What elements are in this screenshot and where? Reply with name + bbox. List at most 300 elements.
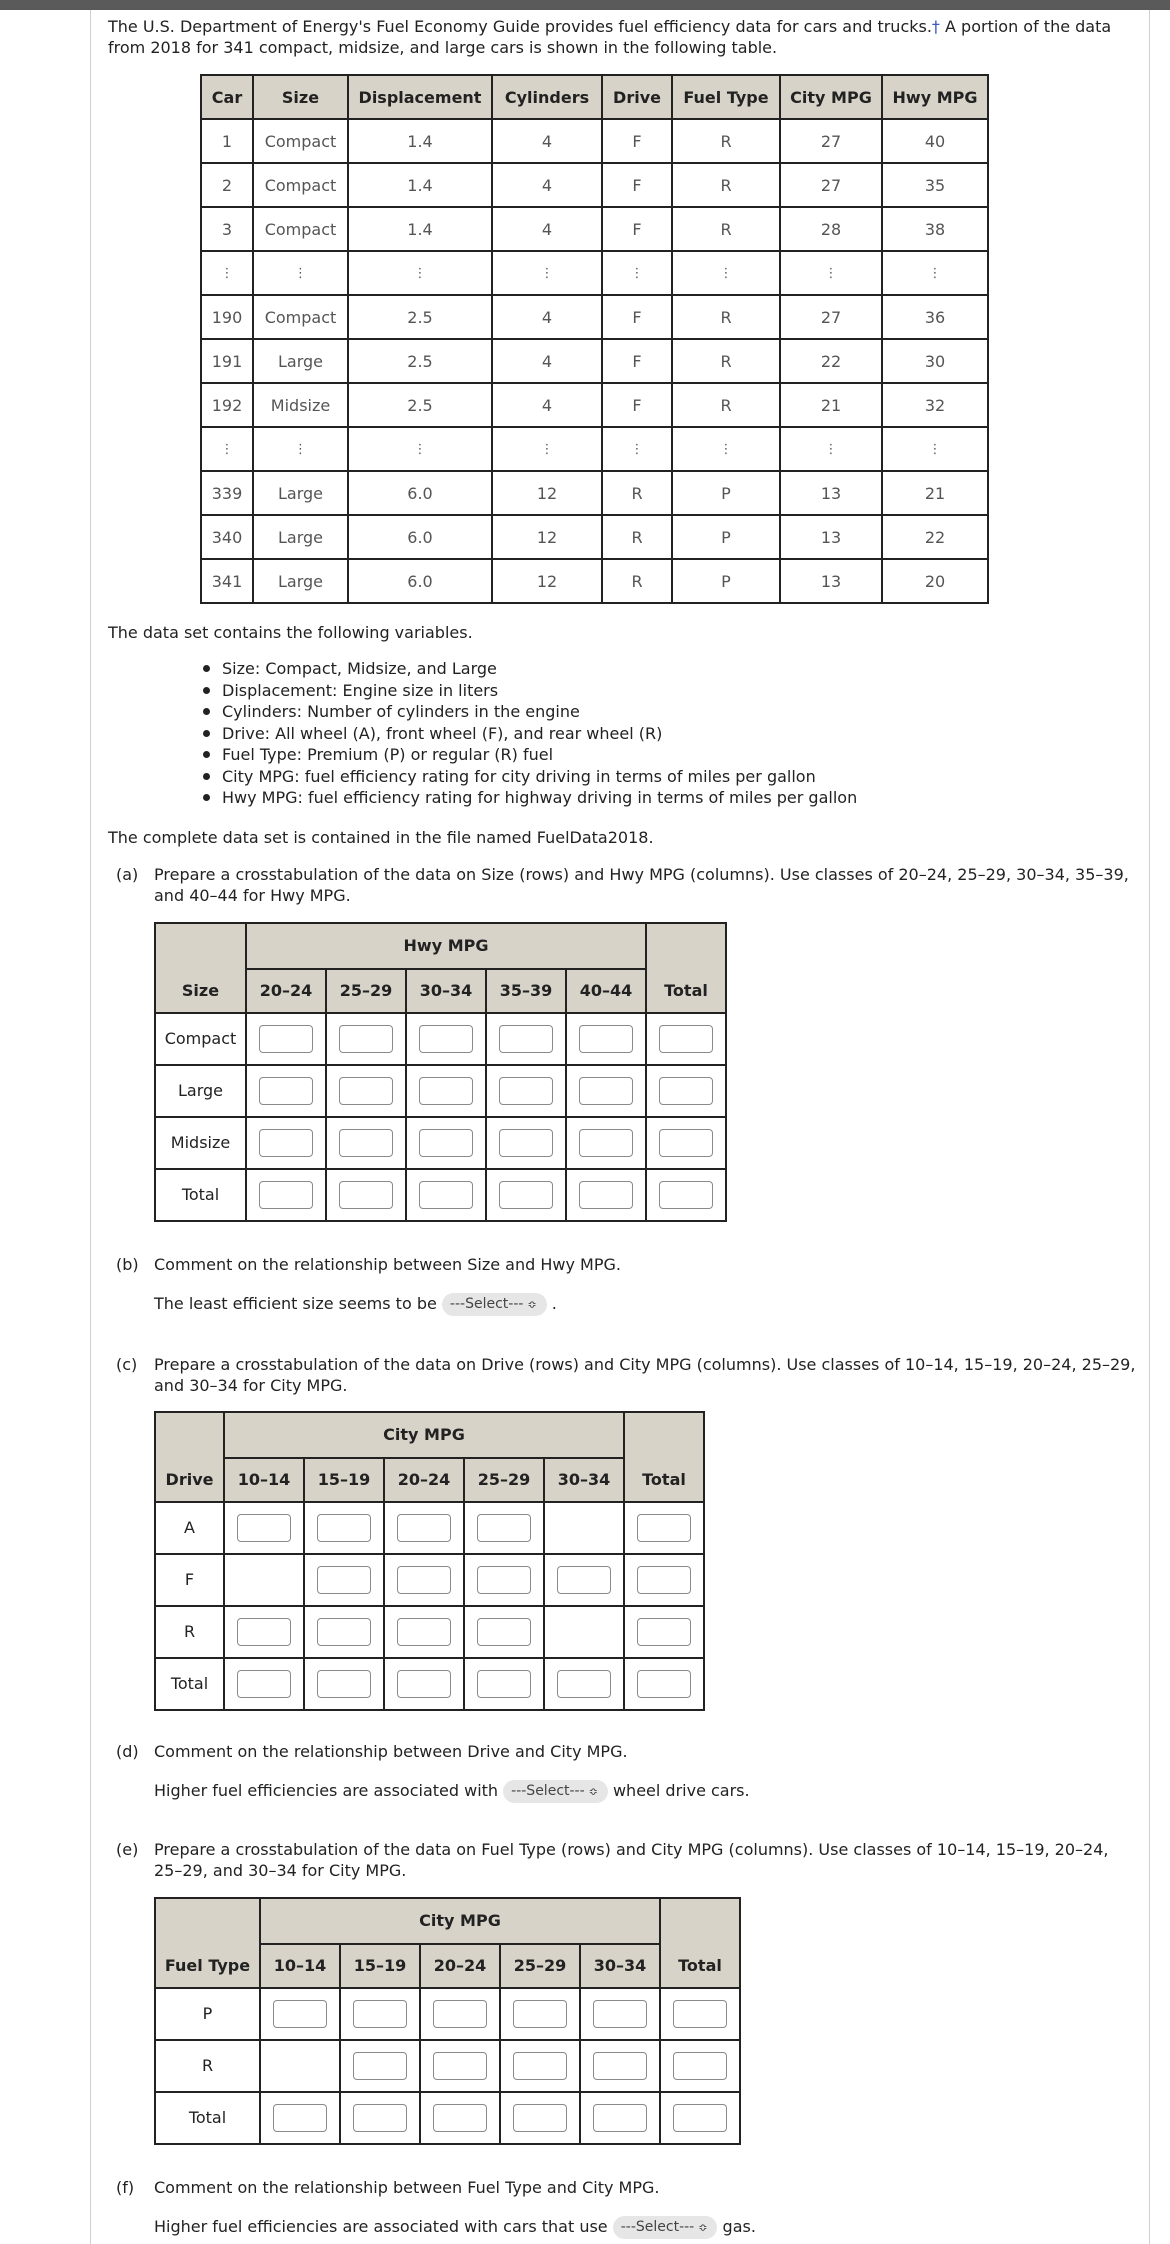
table-cell: 4 (492, 295, 602, 339)
table-cell: 12 (492, 471, 602, 515)
updown-chevron-icon: ≎ (527, 1297, 537, 1311)
crosstab-row (155, 2040, 740, 2092)
crosstab-cell (646, 1013, 726, 1065)
part-c (108, 1354, 1138, 1396)
crosstab-row-label: F (155, 1554, 224, 1606)
header-size: Size (253, 75, 348, 119)
crosstab-row (155, 2092, 740, 2144)
crosstab-cell (580, 1988, 660, 2040)
answer-input[interactable] (397, 1514, 451, 1542)
part-b (108, 1254, 1138, 1275)
table-cell: Large (253, 559, 348, 603)
crosstab-row-label: Compact (155, 1013, 246, 1065)
crosstab-cell (420, 2092, 500, 2144)
table-cell: 22 (780, 339, 882, 383)
answer-input[interactable] (637, 1618, 691, 1646)
crosstab-cell (406, 1117, 486, 1169)
crosstab-cell (544, 1658, 624, 1710)
answer-input[interactable] (419, 1077, 473, 1105)
size-select[interactable] (442, 1293, 547, 1316)
crosstab-column-header: 35–39 (486, 969, 566, 1013)
crosstab-row-label: A (155, 1502, 224, 1554)
answer-input[interactable] (593, 2000, 647, 2028)
table-cell: ⋮ (672, 427, 780, 471)
crosstab-cell (464, 1554, 544, 1606)
part-f-answer (154, 2216, 1138, 2239)
table-cell: ⋮ (672, 251, 780, 295)
crosstab-cell (384, 1658, 464, 1710)
fuel-data-table (200, 74, 989, 604)
crosstab-total-header: Total (624, 1412, 704, 1502)
table-cell: ⋮ (253, 251, 348, 295)
crosstab-group-header: City MPG (260, 1898, 660, 1944)
crosstab-cell (246, 1013, 326, 1065)
table-row (201, 207, 988, 251)
table-cell: 4 (492, 383, 602, 427)
intro-paragraph (108, 16, 1136, 58)
crosstab-cell (340, 1988, 420, 2040)
table-cell: R (672, 207, 780, 251)
answer-input[interactable] (433, 2000, 487, 2028)
crosstab-cell (566, 1065, 646, 1117)
answer-input[interactable] (637, 1514, 691, 1542)
crosstab-total-header: Total (660, 1898, 740, 1988)
intro-text: The U.S. Department of Energy's Fuel Economy Guide provides fuel efficiency data for cars and trucks. (108, 17, 932, 36)
part-e-label: (e) (116, 1839, 139, 1859)
table-cell: R (672, 383, 780, 427)
answer-input[interactable] (419, 1129, 473, 1157)
crosstab-column-header: 30–34 (406, 969, 486, 1013)
table-row (201, 383, 988, 427)
table-cell: Large (253, 515, 348, 559)
crosstab-column-header: 15–19 (340, 1944, 420, 1988)
crosstab-cell (260, 1988, 340, 2040)
crosstab-row-label: Large (155, 1065, 246, 1117)
answer-input[interactable] (273, 2000, 327, 2028)
answer-input[interactable] (637, 1670, 691, 1698)
crosstab-cell (384, 1502, 464, 1554)
table-cell: 2.5 (348, 295, 492, 339)
answer-input[interactable] (477, 1670, 531, 1698)
crosstab-column-header: 20–24 (384, 1458, 464, 1502)
header-cylinders: Cylinders (492, 75, 602, 119)
crosstab-cell (326, 1117, 406, 1169)
crosstab-cell (544, 1554, 624, 1606)
crosstab-cell (326, 1013, 406, 1065)
crosstab-row-label: Total (155, 1169, 246, 1221)
part-b-answer (154, 1293, 1138, 1316)
table-cell: ⋮ (348, 427, 492, 471)
header-hwy-mpg: Hwy MPG (882, 75, 988, 119)
crosstab-cell (260, 2092, 340, 2144)
answer-input[interactable] (339, 1025, 393, 1053)
crosstab-cell (646, 1065, 726, 1117)
answer-input[interactable] (259, 1077, 313, 1105)
crosstab-cell (544, 1606, 624, 1658)
crosstab-row-label: R (155, 1606, 224, 1658)
crosstab-cell (624, 1658, 704, 1710)
table-cell: 1 (201, 119, 253, 163)
table-cell: F (602, 163, 672, 207)
table-cell: 4 (492, 119, 602, 163)
table-row (201, 163, 988, 207)
answer-input[interactable] (673, 2104, 727, 2132)
variable-item: Drive: All wheel (A), front wheel (F), and rear wheel (R) (222, 723, 1138, 745)
crosstab-cell (624, 1554, 704, 1606)
part-d-answer (154, 1780, 1138, 1803)
answer-input[interactable] (659, 1129, 713, 1157)
crosstab-row-header: Fuel Type (155, 1898, 260, 1988)
table-row (201, 339, 988, 383)
answer-input[interactable] (433, 2104, 487, 2132)
crosstab-column-header: 25–29 (464, 1458, 544, 1502)
table-cell: R (672, 163, 780, 207)
answer-input[interactable] (579, 1025, 633, 1053)
table-cell: 30 (882, 339, 988, 383)
answer-input[interactable] (579, 1077, 633, 1105)
table-cell: 3 (201, 207, 253, 251)
answer-input[interactable] (259, 1129, 313, 1157)
answer-input[interactable] (593, 2052, 647, 2080)
crosstab-cell (304, 1554, 384, 1606)
answer-input[interactable] (397, 1618, 451, 1646)
table-cell: Compact (253, 295, 348, 339)
answer-input[interactable] (259, 1181, 313, 1209)
part-f-label: (f) (116, 2177, 135, 2197)
table-cell: ⋮ (201, 251, 253, 295)
intro-text-2: A portion of the data from 2018 for 341 compact, midsize, and large cars is shown in the following table. (108, 17, 1112, 57)
crosstab-row-label: Midsize (155, 1117, 246, 1169)
part-e-text: Prepare a crosstabulation of the data on Fuel Type (rows) and City MPG (columns). Use classes of 10–14, 15–19, 20–24, 25–29, and 30–34 for City MPG. (154, 1839, 1109, 1880)
answer-input[interactable] (593, 2104, 647, 2132)
crosstab-row (155, 1169, 726, 1221)
part-b-label: (b) (116, 1254, 139, 1274)
answer-input[interactable] (339, 1077, 393, 1105)
answer-input[interactable] (499, 1025, 553, 1053)
answer-input[interactable] (673, 2000, 727, 2028)
header-displacement: Displacement (348, 75, 492, 119)
answer-input[interactable] (317, 1670, 371, 1698)
crosstab-group-header: City MPG (224, 1412, 624, 1458)
crosstab-cell (580, 2092, 660, 2144)
table-cell: P (672, 559, 780, 603)
answer-input[interactable] (237, 1514, 291, 1542)
table-cell: 4 (492, 163, 602, 207)
crosstab-cell (340, 2092, 420, 2144)
crosstab-cell (624, 1502, 704, 1554)
answer-input[interactable] (557, 1566, 611, 1594)
part-a-text: Prepare a crosstabulation of the data on Size (rows) and Hwy MPG (columns). Use classes of 20–24, 25–29, 30–34, 35–39, and 40–44 for Hwy MPG. (154, 864, 1129, 905)
answer-input[interactable] (659, 1025, 713, 1053)
crosstab-fuel-city (154, 1897, 741, 2145)
table-cell: ⋮ (201, 427, 253, 471)
part-b-text: Comment on the relationship between Size and Hwy MPG. (154, 1254, 621, 1274)
crosstab-group-header-row (155, 1898, 740, 1944)
crosstab-cell (624, 1606, 704, 1658)
crosstab-column-header: 30–34 (544, 1458, 624, 1502)
table-cell: ⋮ (780, 251, 882, 295)
answer-input[interactable] (353, 2000, 407, 2028)
table-cell: 35 (882, 163, 988, 207)
table-cell: ⋮ (492, 251, 602, 295)
answer-input[interactable] (339, 1129, 393, 1157)
crosstab-cell (500, 1988, 580, 2040)
table-cell: Compact (253, 163, 348, 207)
answer-input[interactable] (499, 1129, 553, 1157)
crosstab-cell (406, 1065, 486, 1117)
table-row (201, 119, 988, 163)
crosstab-cell (406, 1013, 486, 1065)
part-f-sentence: Higher fuel efficiencies are associated with cars that use (154, 2216, 608, 2236)
crosstab-row-header: Drive (155, 1412, 224, 1502)
table-row (201, 559, 988, 603)
answer-input[interactable] (513, 2000, 567, 2028)
crosstab-cell (384, 1606, 464, 1658)
table-cell: 6.0 (348, 559, 492, 603)
part-b-sentence-end: . (551, 1293, 557, 1313)
answer-input[interactable] (513, 2104, 567, 2132)
part-e (108, 1839, 1138, 1881)
table-cell: 36 (882, 295, 988, 339)
crosstab-column-header: 10–14 (224, 1458, 304, 1502)
answer-input[interactable] (317, 1514, 371, 1542)
table-cell: 4 (492, 339, 602, 383)
updown-chevron-icon: ≎ (588, 1784, 598, 1798)
table-cell: ⋮ (492, 427, 602, 471)
size-select-value: ---Select--- (449, 1295, 524, 1312)
fuel-select[interactable] (613, 2216, 718, 2239)
crosstab-cell (464, 1606, 544, 1658)
part-c-label: (c) (116, 1354, 138, 1374)
top-bar (0, 0, 1170, 10)
variables-intro: The data set contains the following variables. (108, 623, 473, 642)
table-cell: 2 (201, 163, 253, 207)
table-cell: ⋮ (253, 427, 348, 471)
crosstab-cell (224, 1554, 304, 1606)
crosstab-row (155, 1117, 726, 1169)
crosstab-cell (486, 1013, 566, 1065)
crosstab-row (155, 1554, 704, 1606)
crosstab-cell (486, 1065, 566, 1117)
answer-input[interactable] (499, 1077, 553, 1105)
part-d-sentence: Higher fuel efficiencies are associated with (154, 1780, 499, 1800)
variable-item: Hwy MPG: fuel efficiency rating for highway driving in terms of miles per gallon (222, 787, 1138, 809)
crosstab-cell (486, 1169, 566, 1221)
answer-input[interactable] (237, 1670, 291, 1698)
table-cell: 27 (780, 295, 882, 339)
answer-input[interactable] (317, 1618, 371, 1646)
crosstab-column-header: 40–44 (566, 969, 646, 1013)
answer-input[interactable] (433, 2052, 487, 2080)
table-cell: R (672, 295, 780, 339)
table-cell: ⋮ (780, 427, 882, 471)
table-cell: 6.0 (348, 471, 492, 515)
crosstab-cell (304, 1502, 384, 1554)
answer-input[interactable] (353, 2104, 407, 2132)
crosstab-cell (384, 1554, 464, 1606)
answer-input[interactable] (353, 2052, 407, 2080)
crosstab-column-header: 25–29 (500, 1944, 580, 1988)
answer-input[interactable] (317, 1566, 371, 1594)
question-content (108, 16, 1138, 2239)
table-cell: Large (253, 339, 348, 383)
table-cell: 2.5 (348, 339, 492, 383)
header-city-mpg: City MPG (780, 75, 882, 119)
crosstab-cell (326, 1065, 406, 1117)
table-cell: 27 (780, 119, 882, 163)
part-f-sentence-end: gas. (722, 2216, 756, 2236)
crosstab-cell (660, 2092, 740, 2144)
crosstab-cell (646, 1169, 726, 1221)
crosstab-cell (646, 1117, 726, 1169)
table-row (201, 427, 988, 471)
table-cell: 6.0 (348, 515, 492, 559)
answer-input[interactable] (579, 1129, 633, 1157)
crosstab-row (155, 1502, 704, 1554)
table-cell: R (602, 471, 672, 515)
crosstab-cell (566, 1013, 646, 1065)
table-cell: Compact (253, 207, 348, 251)
crosstab-row-label: Total (155, 1658, 224, 1710)
table-cell: F (602, 207, 672, 251)
crosstab-column-header: 20–24 (420, 1944, 500, 1988)
crosstab-cell (304, 1658, 384, 1710)
crosstab-cell (420, 1988, 500, 2040)
table-cell: 20 (882, 559, 988, 603)
table-cell: 22 (882, 515, 988, 559)
table-cell: 190 (201, 295, 253, 339)
part-d-sentence-end: wheel drive cars. (612, 1780, 750, 1800)
table-body (201, 119, 988, 603)
crosstab-cell (486, 1117, 566, 1169)
crosstab-cell (326, 1169, 406, 1221)
table-cell: 27 (780, 163, 882, 207)
table-cell: 13 (780, 471, 882, 515)
header-drive: Drive (602, 75, 672, 119)
drive-select[interactable] (503, 1780, 608, 1803)
crosstab-cell (566, 1117, 646, 1169)
crosstab-cell (660, 2040, 740, 2092)
part-a (108, 864, 1138, 906)
crosstab-row (155, 1606, 704, 1658)
table-header-row (201, 75, 988, 119)
table-cell: 191 (201, 339, 253, 383)
answer-input[interactable] (419, 1025, 473, 1053)
header-car: Car (201, 75, 253, 119)
crosstab-cell (340, 2040, 420, 2092)
table-cell: ⋮ (602, 251, 672, 295)
table-cell: 21 (882, 471, 988, 515)
table-cell: 38 (882, 207, 988, 251)
part-a-label: (a) (116, 864, 139, 884)
crosstab-column-header: 30–34 (580, 1944, 660, 1988)
answer-input[interactable] (659, 1181, 713, 1209)
crosstab-cell (544, 1502, 624, 1554)
answer-input[interactable] (419, 1181, 473, 1209)
answer-input[interactable] (477, 1514, 531, 1542)
answer-input[interactable] (259, 1025, 313, 1053)
crosstab-row-label: P (155, 1988, 260, 2040)
crosstab-group-header: Hwy MPG (246, 923, 646, 969)
answer-input[interactable] (499, 1181, 553, 1209)
crosstab-cell (660, 1988, 740, 2040)
table-cell: 28 (780, 207, 882, 251)
table-cell: 12 (492, 515, 602, 559)
crosstab-cell (500, 2092, 580, 2144)
crosstab-group-header-row (155, 923, 726, 969)
crosstab-row (155, 1658, 704, 1710)
footnote-link[interactable]: † (931, 17, 940, 36)
variable-item: Displacement: Engine size in liters (222, 680, 1138, 702)
crosstab-column-header: 20–24 (246, 969, 326, 1013)
table-cell: F (602, 119, 672, 163)
drive-select-value: ---Select--- (511, 1782, 585, 1799)
crosstab-cell (246, 1117, 326, 1169)
part-d (108, 1741, 1138, 1762)
table-cell: Midsize (253, 383, 348, 427)
answer-input[interactable] (477, 1566, 531, 1594)
crosstab-cell (566, 1169, 646, 1221)
table-cell: R (672, 119, 780, 163)
crosstab-cell (246, 1169, 326, 1221)
crosstab-cell (406, 1169, 486, 1221)
table-cell: 1.4 (348, 119, 492, 163)
table-cell: ⋮ (348, 251, 492, 295)
table-row (201, 515, 988, 559)
crosstab-cell (224, 1658, 304, 1710)
table-row (201, 471, 988, 515)
variable-item: City MPG: fuel efficiency rating for city driving in terms of miles per gallon (222, 766, 1138, 788)
part-d-label: (d) (116, 1741, 139, 1761)
answer-input[interactable] (513, 2052, 567, 2080)
crosstab-column-header: 10–14 (260, 1944, 340, 1988)
answer-input[interactable] (397, 1566, 451, 1594)
crosstab-cell (464, 1502, 544, 1554)
answer-input[interactable] (579, 1181, 633, 1209)
answer-input[interactable] (339, 1181, 393, 1209)
crosstab-row-label: Total (155, 2092, 260, 2144)
crosstab-column-header: 15–19 (304, 1458, 384, 1502)
answer-input[interactable] (673, 2052, 727, 2080)
answer-input[interactable] (659, 1077, 713, 1105)
table-cell: F (602, 339, 672, 383)
answer-input[interactable] (397, 1670, 451, 1698)
part-f-text: Comment on the relationship between Fuel Type and City MPG. (154, 2177, 660, 2197)
table-cell: 40 (882, 119, 988, 163)
table-cell: P (672, 471, 780, 515)
updown-chevron-icon: ≎ (698, 2220, 708, 2234)
answer-input[interactable] (477, 1618, 531, 1646)
table-cell: R (602, 515, 672, 559)
answer-input[interactable] (273, 2104, 327, 2132)
table-cell: ⋮ (882, 251, 988, 295)
answer-input[interactable] (557, 1670, 611, 1698)
table-cell: 13 (780, 515, 882, 559)
crosstab-cell (224, 1502, 304, 1554)
crosstab-group-header-row (155, 1412, 704, 1458)
table-cell: 13 (780, 559, 882, 603)
crosstab-cell (260, 2040, 340, 2092)
crosstab-total-header: Total (646, 923, 726, 1013)
table-cell: 341 (201, 559, 253, 603)
answer-input[interactable] (237, 1618, 291, 1646)
crosstab-cell (580, 2040, 660, 2092)
answer-input[interactable] (637, 1566, 691, 1594)
crosstab-row-header: Size (155, 923, 246, 1013)
crosstab-column-header-row (155, 1458, 704, 1502)
table-cell: 192 (201, 383, 253, 427)
table-cell: ⋮ (602, 427, 672, 471)
